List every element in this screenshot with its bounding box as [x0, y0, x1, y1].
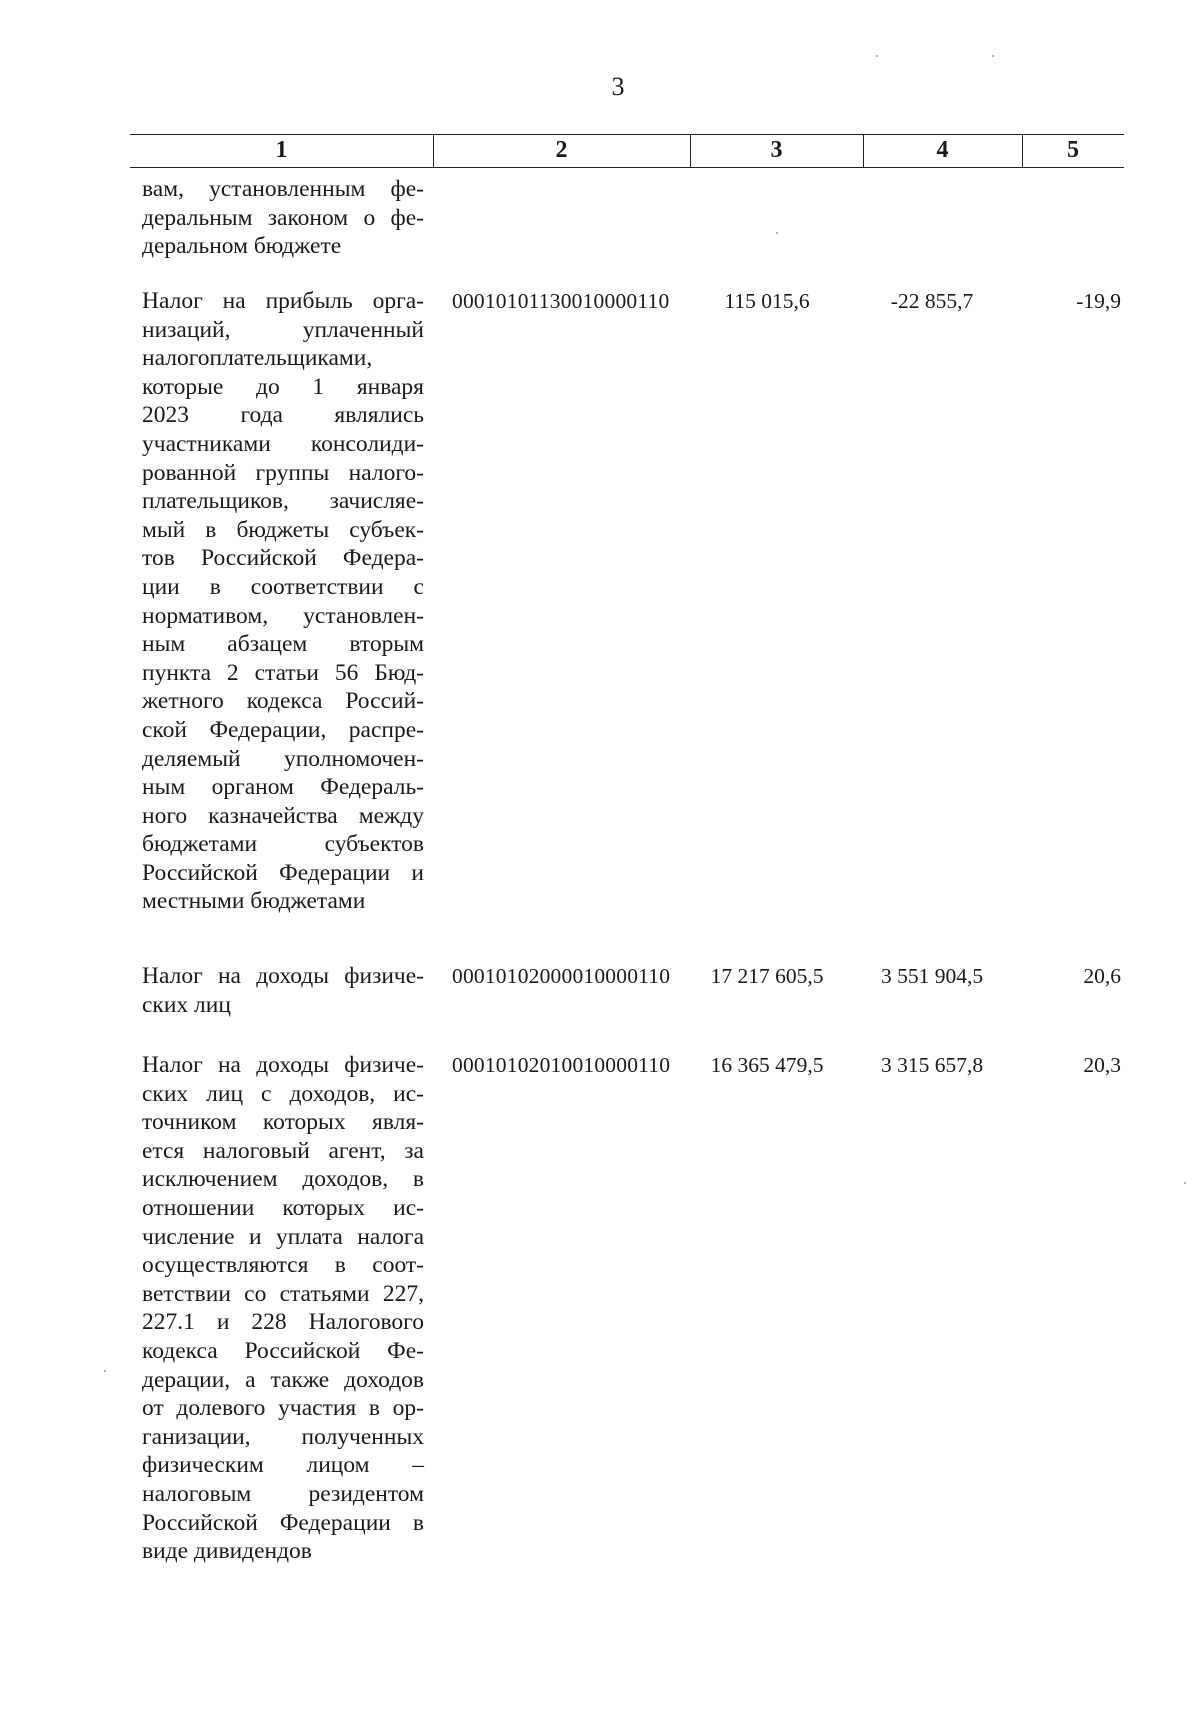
- row-name-line: мый в бюджеты субъек-: [142, 516, 424, 543]
- row-name-line: Российской Федерации и: [142, 859, 424, 886]
- scan-speck: [1184, 1182, 1186, 1184]
- row-name-line: плательщиков, зачисляе-: [142, 488, 424, 515]
- row-value-col5: -19,9: [1076, 289, 1121, 313]
- row-name-line: тов Российской Федера-: [142, 545, 424, 572]
- row-name-line: ется налоговый агент, за: [142, 1137, 424, 1164]
- row-name-line: деральным законом о фе-: [142, 204, 424, 231]
- row-name-line: которые до 1 января: [142, 373, 424, 400]
- row-name: [142, 175, 424, 261]
- page-number: 3: [611, 72, 625, 101]
- row-value-col3: 16 365 479,5: [710, 1053, 824, 1077]
- row-name-line: ции в соответствии с: [142, 573, 424, 600]
- row-name-line: виде дивидендов: [142, 1538, 312, 1565]
- row-name-line: ного казначейства между: [142, 802, 424, 829]
- row-value-col4: 3 315 657,8: [880, 1053, 984, 1077]
- scan-speck: [776, 232, 778, 234]
- row-name-line: местными бюджетами: [142, 888, 366, 915]
- row-name-line: дерации, а также доходов: [142, 1366, 424, 1393]
- row-value-col5: 20,6: [1083, 964, 1121, 988]
- column-header-2: 2: [555, 137, 568, 163]
- row-name-line: 2023 года являлись: [142, 402, 424, 429]
- row-name-line: ным органом Федераль-: [142, 774, 424, 801]
- row-name-line: ветствии со статьями 227,: [142, 1280, 424, 1307]
- row-name-line: жетного кодекса Россий-: [142, 688, 424, 715]
- row-name-line: Налог на прибыль орга-: [142, 288, 424, 314]
- scan-speck: [104, 1370, 106, 1372]
- row-name-line: рованной группы налого-: [142, 459, 424, 486]
- row-name-line: точником которых явля-: [142, 1109, 424, 1136]
- row-name-line: физическим лицом –: [142, 1452, 424, 1479]
- row-code: 00010102010010000110: [452, 1053, 671, 1077]
- row-name-line: ным абзацем вторым: [142, 631, 424, 658]
- row-code: 00010101130010000110: [452, 289, 670, 313]
- row-name-line: 227.1 и 228 Налогового: [142, 1309, 424, 1336]
- row-value-col4: -22 855,7: [890, 289, 974, 313]
- row-value-col5: 20,3: [1083, 1053, 1121, 1077]
- header-top-rule: [130, 134, 1124, 135]
- row-name-line: ской Федерации, распре-: [142, 716, 424, 743]
- row-name-line: нормативом, установлен-: [142, 602, 424, 629]
- row-name-line: исключением доходов, в: [142, 1166, 424, 1193]
- row-name: [142, 1051, 424, 1566]
- row-name-line: деляемый уполномочен-: [142, 745, 424, 772]
- row-name-line: вам, установленным фе-: [142, 176, 424, 202]
- column-header-4: 4: [936, 137, 949, 163]
- row-name: [142, 962, 424, 1019]
- row-name-line: ских лиц: [142, 991, 231, 1018]
- row-name-line: кодекса Российской Фе-: [142, 1337, 424, 1364]
- row-name-line: ганизации, полученных: [142, 1423, 424, 1450]
- row-name-line: Налог на доходы физиче-: [142, 1052, 424, 1078]
- row-code: 00010102000010000110: [452, 964, 671, 988]
- scan-speck: [876, 55, 878, 57]
- column-header-1: 1: [275, 137, 288, 163]
- row-name-line: Налог на доходы физиче-: [142, 963, 424, 989]
- row-name-line: ских лиц с доходов, ис-: [142, 1080, 424, 1107]
- row-value-col3: 115 015,6: [724, 289, 810, 313]
- row-name-line: налоговым резидентом: [142, 1480, 424, 1507]
- row-value-col4: 3 551 904,5: [880, 964, 984, 988]
- row-name-line: налогоплательщиками,: [142, 345, 373, 372]
- row-name-line: Российской Федерации в: [142, 1509, 424, 1536]
- row-name-line: осуществляются в соот-: [142, 1252, 424, 1279]
- row-name: [142, 287, 424, 916]
- row-name-line: бюджетами субъектов: [142, 831, 424, 858]
- column-header-3: 3: [770, 137, 783, 163]
- row-name-line: пункта 2 статьи 56 Бюд-: [142, 659, 424, 686]
- column-header-5: 5: [1067, 137, 1079, 163]
- row-name-line: участниками консолиди-: [142, 430, 424, 457]
- row-name-line: отношении которых ис-: [142, 1194, 424, 1221]
- row-value-col3: 17 217 605,5: [710, 964, 824, 988]
- row-name-line: деральном бюджете: [142, 233, 342, 260]
- row-name-line: числение и уплата налога: [142, 1223, 424, 1250]
- header-bottom-rule: [130, 167, 1124, 168]
- row-name-line: от долевого участия в ор-: [142, 1395, 424, 1422]
- scan-speck: [992, 55, 994, 57]
- row-name-line: низаций, уплаченный: [142, 316, 424, 343]
